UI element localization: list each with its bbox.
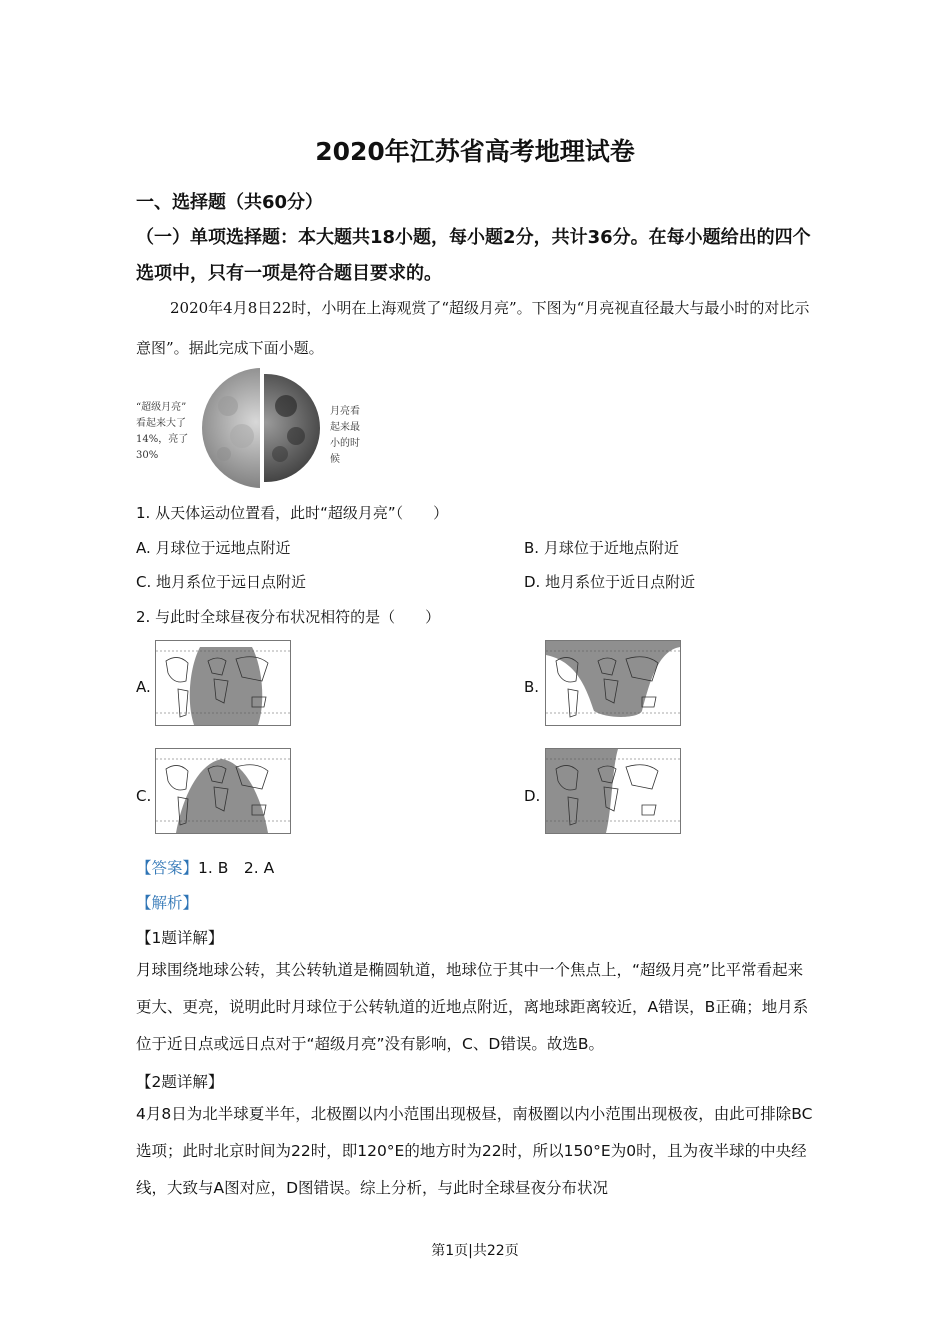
map-option-d[interactable] — [545, 748, 681, 834]
detail1-label: 【1题详解】 — [136, 929, 224, 947]
moon-left-label-line: 14%，亮了 — [136, 434, 189, 445]
moon-left-label-line: “超级月亮” — [136, 402, 187, 413]
moon-right-label-line: 小的时 — [330, 438, 360, 449]
moon-figure — [136, 366, 366, 490]
answer-text: 1. B 2. A — [198, 859, 275, 877]
q2-option-c[interactable]: C. — [136, 787, 152, 805]
moon-right-label — [330, 404, 370, 468]
q2-option-d[interactable]: D. — [524, 787, 541, 805]
moon-comparison-image — [194, 366, 330, 490]
q1-option-a[interactable]: A. 月球位于远地点附近 — [136, 539, 291, 557]
q2-option-a[interactable]: A. — [136, 678, 151, 696]
q1-option-d[interactable]: D. 地月系位于近日点附近 — [524, 573, 696, 591]
moon-right-label-line: 候 — [330, 454, 340, 465]
answer-line — [136, 856, 274, 878]
q1-option-c[interactable]: C. 地月系位于远日点附近 — [136, 573, 307, 591]
moon-right-label-line: 月亮看 — [330, 406, 360, 417]
section-heading: 一、选择题（共60分） — [136, 192, 324, 213]
question-intro: 2020年4月8日22时，小明在上海观赏了“超级月亮”。下图为“月亮视直径最大与最小时的对比示意图”。据此完成下面小题。 — [136, 299, 810, 357]
analysis-label: 【解析】 — [136, 894, 199, 912]
q1-stem: 1. 从天体运动位置看，此时“超级月亮”（ ） — [136, 504, 449, 522]
detail2-label: 【2题详解】 — [136, 1073, 224, 1091]
map-option-c[interactable] — [155, 748, 291, 834]
moon-right-label-line: 起来最 — [330, 422, 360, 433]
q1-option-b[interactable]: B. 月球位于近地点附近 — [524, 539, 679, 557]
q2-stem: 2. 与此时全球昼夜分布状况相符的是（ ） — [136, 608, 441, 626]
detail2-text: 4月8日为北半球夏半年，北极圈以内小范围出现极昼，南极圈以内小范围出现极夜，由此可排除BC选项；此时北京时间为22时，即120°E的地方时为22时，所以150°E为0时，且为夜半球的中央经线，大致与A图对应，D图错误。综上分析，与此时全球昼夜分布状况 — [136, 1105, 813, 1197]
moon-left-label-line: 看起来大了 — [136, 418, 186, 429]
page-footer: 第1页|共22页 — [431, 1243, 519, 1259]
page-title: 2020年江苏省高考地理试卷 — [315, 137, 635, 166]
moon-left-label-line: 30% — [136, 450, 159, 461]
map-option-b[interactable] — [545, 640, 681, 726]
section-subheading: （一）单项选择题：本大题共18小题，每小题2分，共计36分。在每小题给出的四个选项中，只有一项是符合题目要求的。 — [136, 227, 811, 284]
detail1-text: 月球围绕地球公转，其公转轨道是椭圆轨道，地球位于其中一个焦点上，“超级月亮”比平常看起来更大、更亮，说明此时月球位于公转轨道的近地点附近，离地球距离较近，A错误，B正确；地月系位于近日点或远日点对于“超级月亮”没有影响，C、D错误。故选B。 — [136, 961, 809, 1053]
answer-label: 【答案】 — [136, 859, 199, 877]
map-option-a[interactable] — [155, 640, 291, 726]
q2-option-b[interactable]: B. — [524, 678, 540, 696]
